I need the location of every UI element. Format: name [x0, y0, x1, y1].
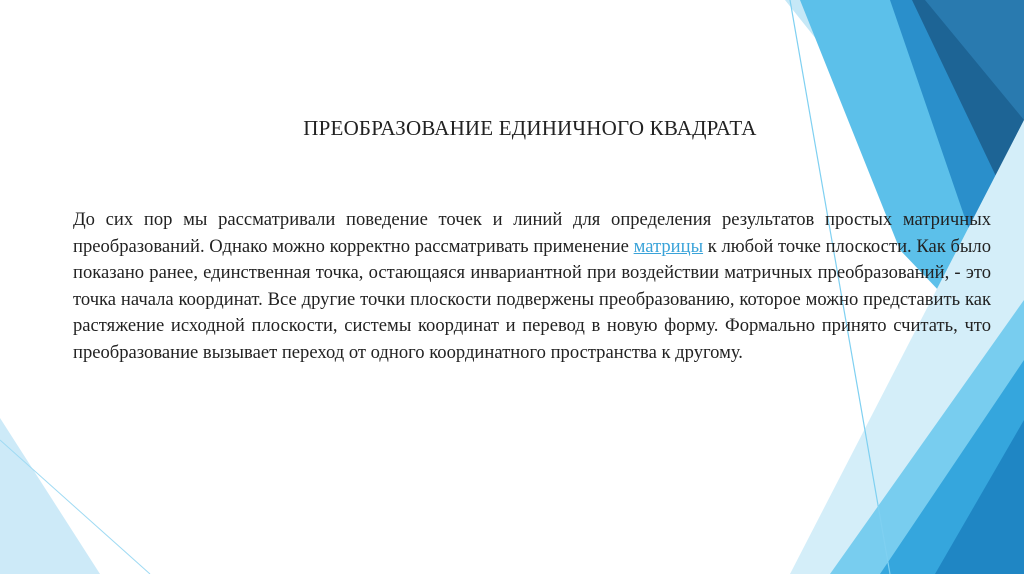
deco-shape-bottom-left: [0, 418, 100, 574]
body-text-end: к любой точке плоскости. Как было показано ранее, единственная точка, остающаяся инвариантной при воздействии матричных преобразований, - это точка начала координат. Все другие точки плоскости подвержены преобразованию, которое можно представить как растяжение исходной плоскости, системы координат и перевод в новую форму. Формально принято считать, что преобразование вызывает переход от одного координатного пространства к другому.: [73, 235, 992, 363]
slide-title: ПРЕОБРАЗОВАНИЕ ЕДИНИЧНОГО КВАДРАТА: [303, 116, 757, 140]
matrix-link[interactable]: матрицы: [633, 235, 704, 257]
slide-body: [73, 207, 991, 366]
body-text-start: До сих пор мы рассматривали поведение точек и линий для определения результатов простых матричных преобразований. Однако можно корректно рассматривать применение: [73, 209, 991, 257]
